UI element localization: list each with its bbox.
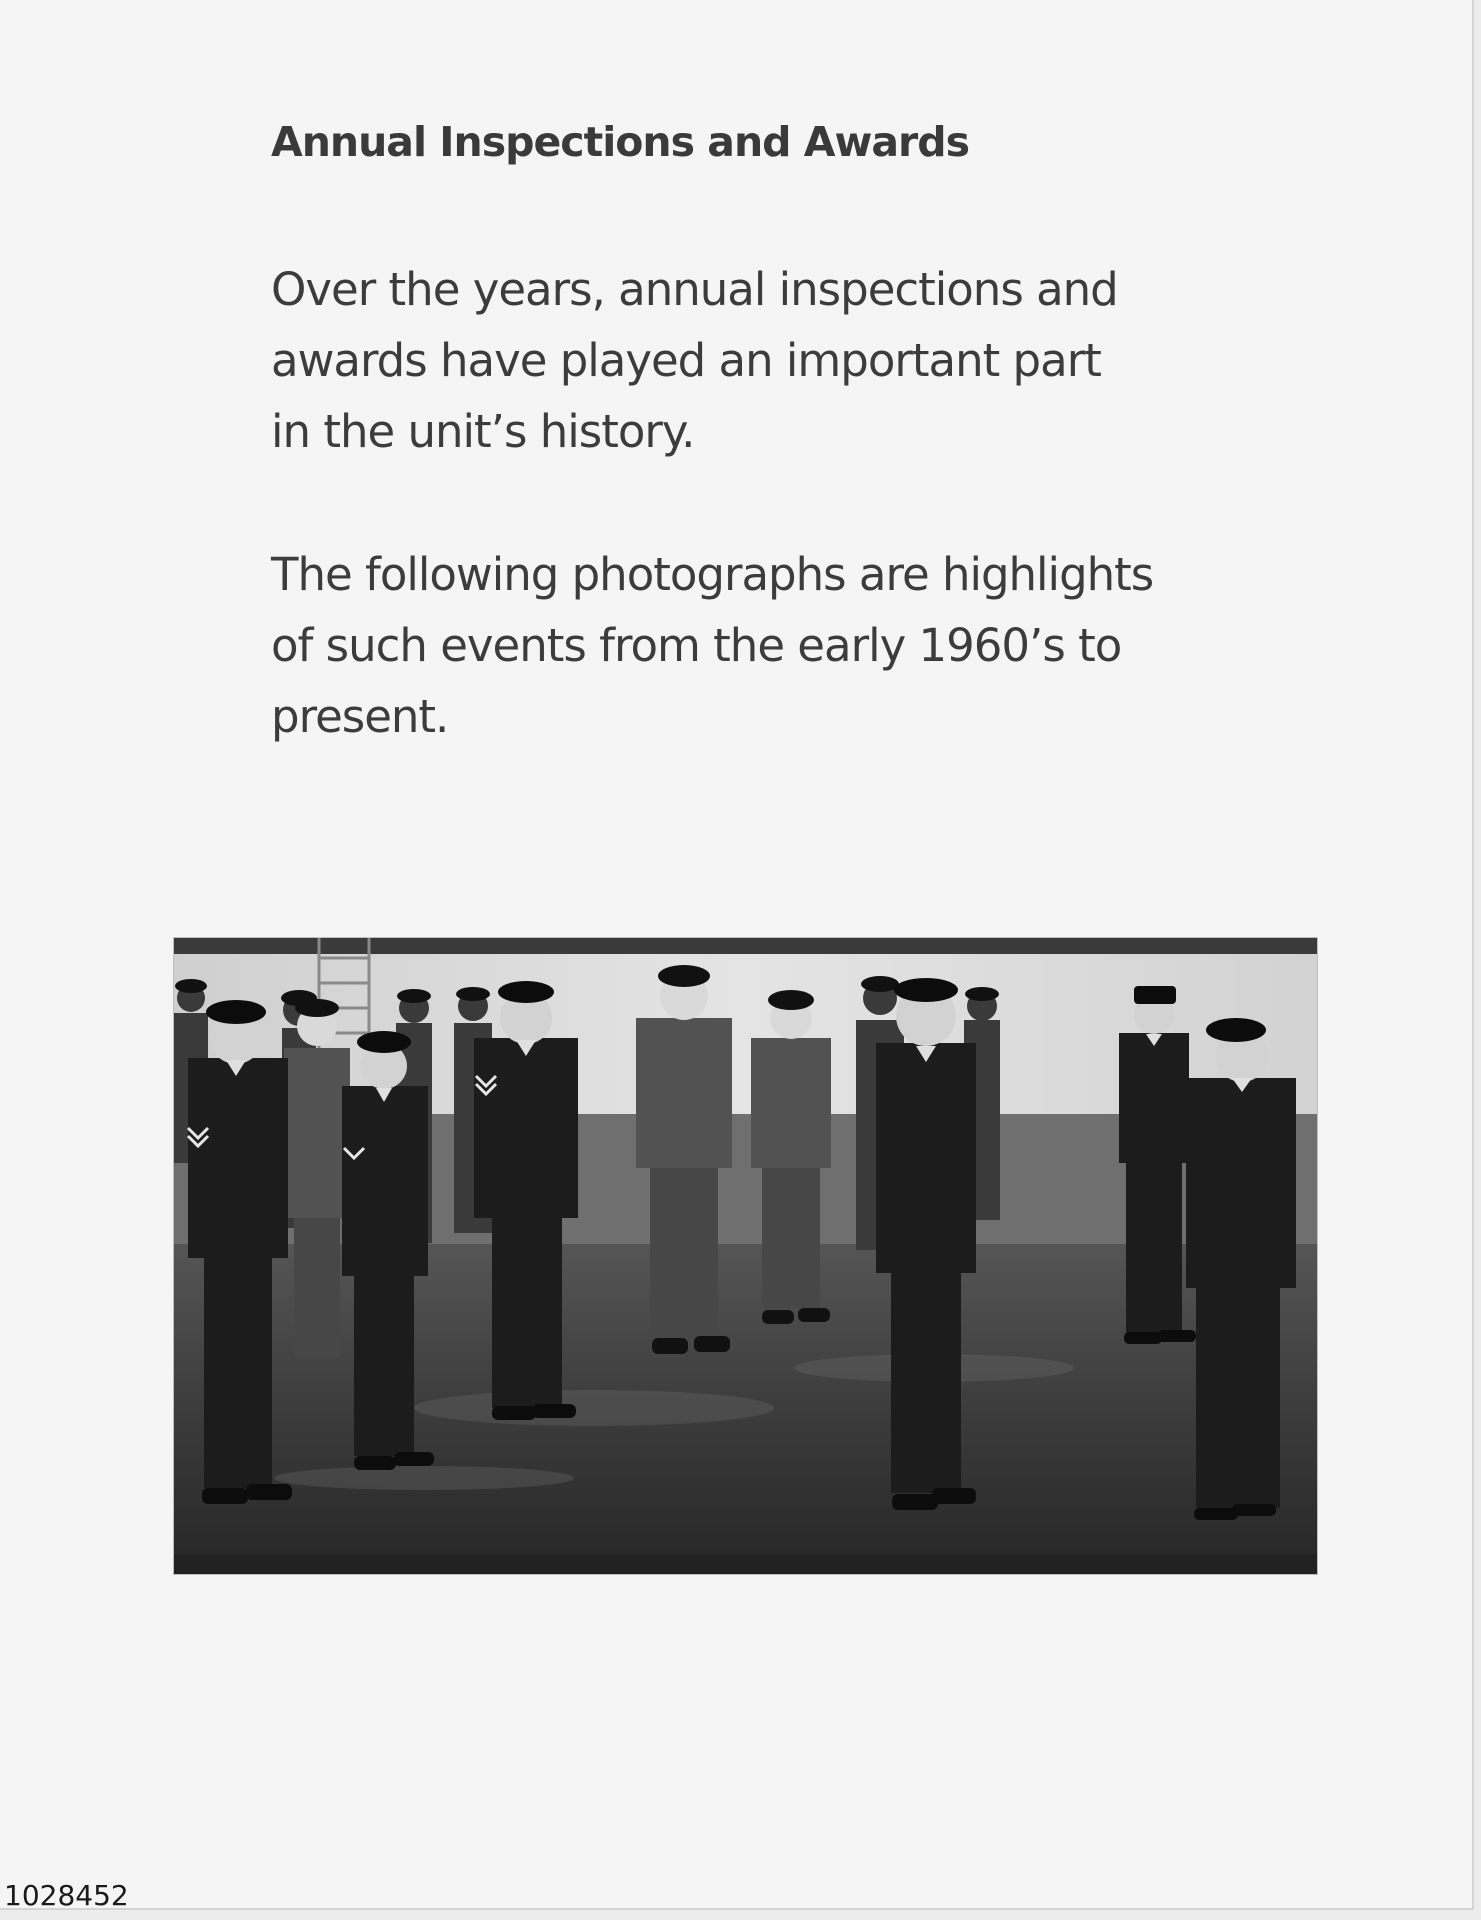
highlights-line: of such events from the early 1960’s to xyxy=(271,619,1122,672)
floor-edge-shadow xyxy=(174,1554,1317,1574)
highlights-line: The following photographs are highlights xyxy=(271,548,1154,601)
highlights-paragraph xyxy=(271,539,1153,752)
intro-line: awards have played an important part xyxy=(271,334,1101,387)
accession-number: 1028452 xyxy=(4,1879,129,1912)
intro-line: in the unit’s history. xyxy=(271,405,695,458)
intro-paragraph xyxy=(271,254,1118,467)
page-title: Annual Inspections and Awards xyxy=(271,118,970,166)
highlights-line: present. xyxy=(271,690,449,743)
inspection-photo-illustration xyxy=(174,938,1317,1574)
intro-line: Over the years, annual inspections and xyxy=(271,263,1118,316)
ceiling-strip xyxy=(174,938,1317,954)
inspection-photograph xyxy=(174,938,1317,1574)
